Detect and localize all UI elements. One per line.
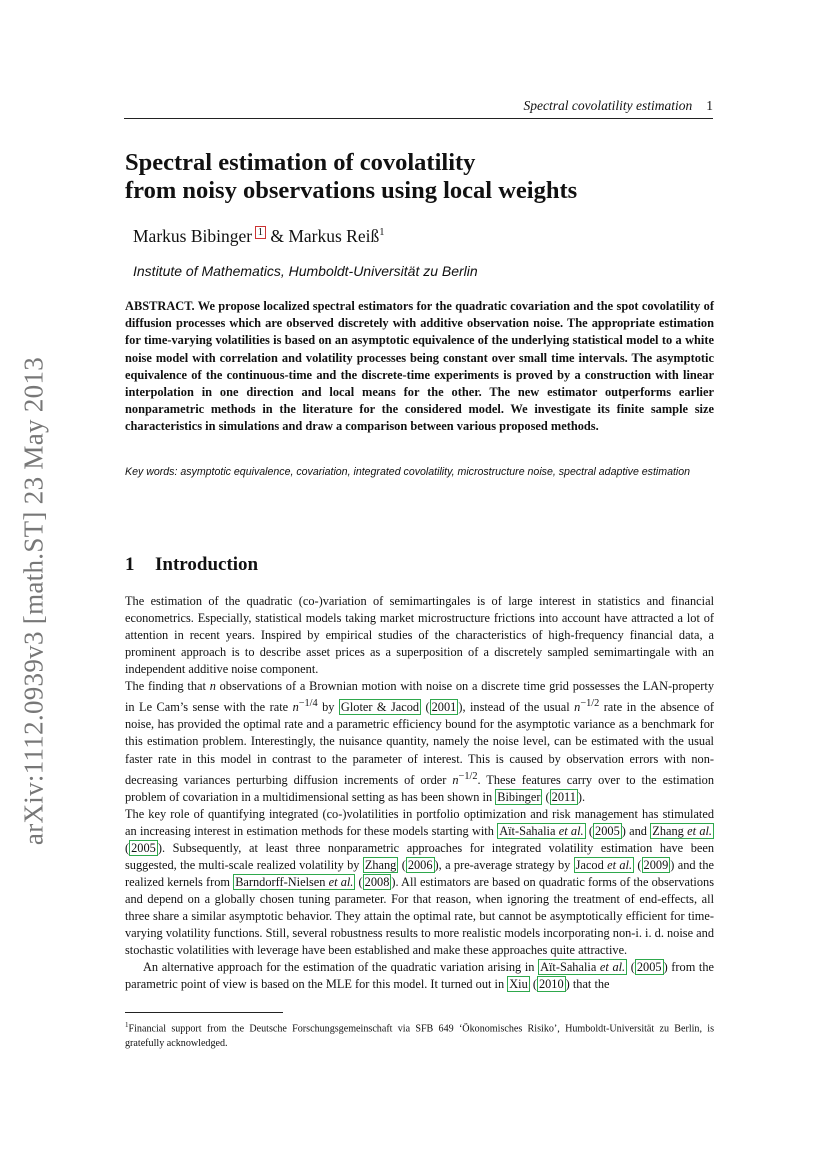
footnote	[125, 1018, 714, 1051]
text-span: observations of a Brownian motion with noise on a discrete time grid possesses the LAN-property in Le Cam’s sense with the rate	[125, 679, 714, 715]
paragraph-2: The finding that n observations of a Brownian motion with noise on a discrete time grid possesses the LAN-property in Le Cam’s sense with the rate $n^{-1/4}$ by Gloter & Jacod ( 2001 ), instead of the usual $n^{-1/2}$ rate in the absence of noise, has provided the optimal rate and a parametric efficiency bound for the asymptotic variance as a benchmark for this estimation problem. Interestingly, the nuisance quantity, namely the noise level, can be estimated with the usual faster rate in this model in contrast to the parameter of interest. This is caused by observation errors with non-decreasing variances perturbing diffusion increments of order $n^{-1/2}$. These features carry over to the estimation problem of covariation in a multidimensional setting as has been shown in Bibinger ( 2011 ).	[125, 679, 715, 804]
et-al: et al.	[599, 960, 626, 975]
citation-year-link[interactable]: 2005	[595, 823, 620, 838]
abstract: ABSTRACT. We propose localized spectral estimators for the quadratic covariation and the spot covolatility of diffusion processes which are observed discretely with additive observation noise. The appropriate estimation for time-varying volatilities is based on an asymptotic equivalence of the underlying statistical model to a white noise model with correlation and volatility processes being constant over small time intervals. The asymptotic equivalence of the continuous-time and the discrete-time experiments is proved by a construction with linear interpolation in one direction and local means for the other. The new estimator outperforms earlier nonparametric methods in the literature for the considered model. We investigate its finite sample size characteristics in simulations and draw a comparison between various proposed methods.	[125, 299, 714, 434]
citation-year-link[interactable]: 2006	[407, 857, 433, 872]
text-span: rate in the absence of noise, has provided the optimal rate and a parametric efficiency bound for the asymptotic variance as a benchmark for this estimation problem. Interestingly, the nuisance quantity, namely the noise level, can be estimated with the usual faster rate in this model in contrast to the parameter of interest. This is caused by observation errors with non-decreasing variances perturbing diffusion increments of order	[125, 700, 715, 787]
footnote-mark: 1	[125, 1021, 129, 1029]
et-al: et al.	[607, 857, 633, 872]
citation-link[interactable]	[538, 959, 627, 975]
citation-year-link[interactable]: 2005	[636, 960, 662, 975]
citation-link[interactable]: Bibinger	[497, 789, 541, 804]
citation-year-link[interactable]: 2005	[131, 840, 156, 855]
text-span: The finding that	[125, 679, 210, 694]
et-al: et al.	[558, 823, 584, 838]
citation-link[interactable]	[497, 823, 585, 839]
footnote-text: Financial support from the Deutsche Forschungsgemeinschaft via SFB 649 ‘Ökonomisches Risiko’, Humboldt-Universität zu Berlin, is gratefully acknowledged.	[125, 1023, 714, 1050]
section-number: 1	[125, 554, 135, 575]
math-exponent: −1/2	[458, 770, 478, 782]
author-1: Markus Bibinger	[133, 226, 253, 246]
citation-author: Zhang	[652, 823, 688, 838]
text-span: An alternative approach for the estimation of the quadratic variation arising in	[143, 960, 539, 975]
title-line-1: Spectral estimation of covolatility	[125, 149, 476, 176]
citation-link[interactable]	[650, 823, 714, 839]
math-exponent: −1/4	[298, 698, 318, 710]
footnote-link-1[interactable]: 1	[255, 226, 266, 239]
citation-year-link[interactable]: 2008	[364, 874, 390, 889]
citation-author: Barndorff-Nielsen	[235, 874, 329, 889]
text-span: .	[582, 789, 586, 804]
footnote-mark-2: 1	[379, 227, 385, 239]
citation-author: Jacod	[575, 857, 608, 872]
math-rate-quarter: n	[292, 700, 299, 715]
et-al: et al.	[687, 823, 713, 838]
page-number: 1	[706, 98, 713, 113]
affiliation: Institute of Mathematics, Humboldt-Universität zu Berlin	[133, 263, 478, 279]
math-order: n	[452, 772, 459, 787]
paragraph-3: The key role of quantifying integrated (co-)volatilities in portfolio optimization and risk management has stimulated an increasing interest in estimation methods for these models starting with Aït-Sahalia et al. ( 2005 ) and Zhang et al. ( 2005 ). Subsequently, at least three nonparametric approaches for integrated volatility estimation have been suggested, the multi-scale realized volatility by Zhang ( 2006 ), a pre-average strategy by Jacod et al. ( 2009 ) and the realized kernels from Barndorff-Nielsen et al. ( 2008 ). All estimators are based on quadratic forms of the observations and depend on a globally chosen tuning parameter. For that reason, when ignoring the treatment of end-effects, all three share a similar asymptotic behavior. They attain the optimal rate, but cannot be asymptotically efficient for time-varying volatility functions. Still, several robustness results to more realistic models incorporating non-i. i. d. noise and stochastic volatilities with leverage have been established and make these approaches quite attractive.	[125, 806, 714, 958]
citation-link[interactable]: Gloter & Jacod	[340, 700, 420, 715]
text-span: and	[625, 823, 651, 838]
citation-author: Aït-Sahalia	[499, 823, 559, 838]
arxiv-id: arXiv:1112.0939v3 [math.ST] 23 May 2013	[18, 356, 49, 845]
citation-year-link[interactable]: 2010	[538, 977, 564, 992]
math-exponent: −1/2	[580, 698, 600, 710]
running-title: Spectral covolatility estimation	[523, 98, 693, 113]
text-span: from the parametric point of view is based on the MLE for this model. It turned out in	[125, 960, 714, 992]
citation-link[interactable]: Zhang	[364, 857, 397, 872]
text-span: and the realized kernels from	[125, 857, 714, 889]
paper-title	[125, 149, 577, 205]
text-span: . Subsequently, at least three nonparametric approaches for integrated volatility estimation have been suggested, the multi-scale realized volatility by	[125, 840, 714, 872]
text-span: , instead of the usual	[462, 700, 575, 715]
citation-link[interactable]	[574, 857, 634, 873]
et-al: et al.	[328, 874, 354, 889]
text-span: . These features carry over to the estimation problem of covariation in a multidimensional setting as has been shown in	[125, 772, 714, 804]
text-span: by	[317, 700, 339, 715]
citation-year-link[interactable]: 2001	[431, 700, 457, 715]
section-heading	[125, 554, 258, 576]
arxiv-sidebar-stamp	[14, 348, 54, 853]
citation-year-link[interactable]: 2011	[551, 789, 576, 804]
citation-author: Aït-Sahalia	[540, 960, 600, 975]
footnote-rule	[125, 1012, 283, 1013]
text-span: , a pre-average strategy by	[438, 857, 574, 872]
citation-link[interactable]: Xiu	[509, 977, 528, 992]
author-list	[133, 226, 384, 247]
author-2: & Markus Reiß	[265, 226, 380, 246]
body-text	[125, 593, 714, 993]
text-span: . All estimators are based on quadratic forms of the observations and depend on a globally chosen tuning parameter. For that reason, when ignoring the treatment of end-effects, all three share a similar asymptotic behavior. They attain the optimal rate, but cannot be asymptotically efficient for time-varying volatility functions. Still, several robustness results to more realistic models incorporating non-i. i. d. noise and stochastic volatilities with leverage have been established and make these approaches quite attractive.	[125, 874, 714, 958]
text-span: that the	[569, 977, 610, 992]
math-rate-half: n	[574, 700, 581, 715]
paragraph-4: An alternative approach for the estimation of the quadratic variation arising in Aït-Sahalia et al. ( 2005 ) from the parametric point of view is based on the MLE for this model. It turned out in Xiu ( 2010 ) that the	[125, 960, 714, 992]
keywords: Key words: asymptotic equivalence, covariation, integrated covolatility, microstructure noise, spectral adaptive estimation	[125, 466, 691, 478]
text-span: The key role of quantifying integrated (co-)volatilities in portfolio optimization and risk management has stimulated an increasing interest in estimation methods for these models starting with	[125, 806, 714, 838]
title-line-2: from noisy observations using local weights	[125, 177, 578, 204]
math-n: n	[209, 679, 216, 694]
running-head	[124, 98, 713, 119]
section-title: Introduction	[155, 554, 259, 575]
paragraph-1: The estimation of the quadratic (co-)variation of semimartingales is of large interest in statistics and financial econometrics. Especially, statistical models taking market microstructure frictions into account have attracted a lot of attention in recent years. Inspired by empirical studies of the characteristics of high-frequency financial data, a prominent approach is to describe asset prices as a superposition of a discretely sampled semimartingale with an independent additive noise component.	[125, 594, 714, 677]
citation-year-link[interactable]: 2009	[643, 857, 669, 872]
citation-link[interactable]	[233, 874, 355, 890]
